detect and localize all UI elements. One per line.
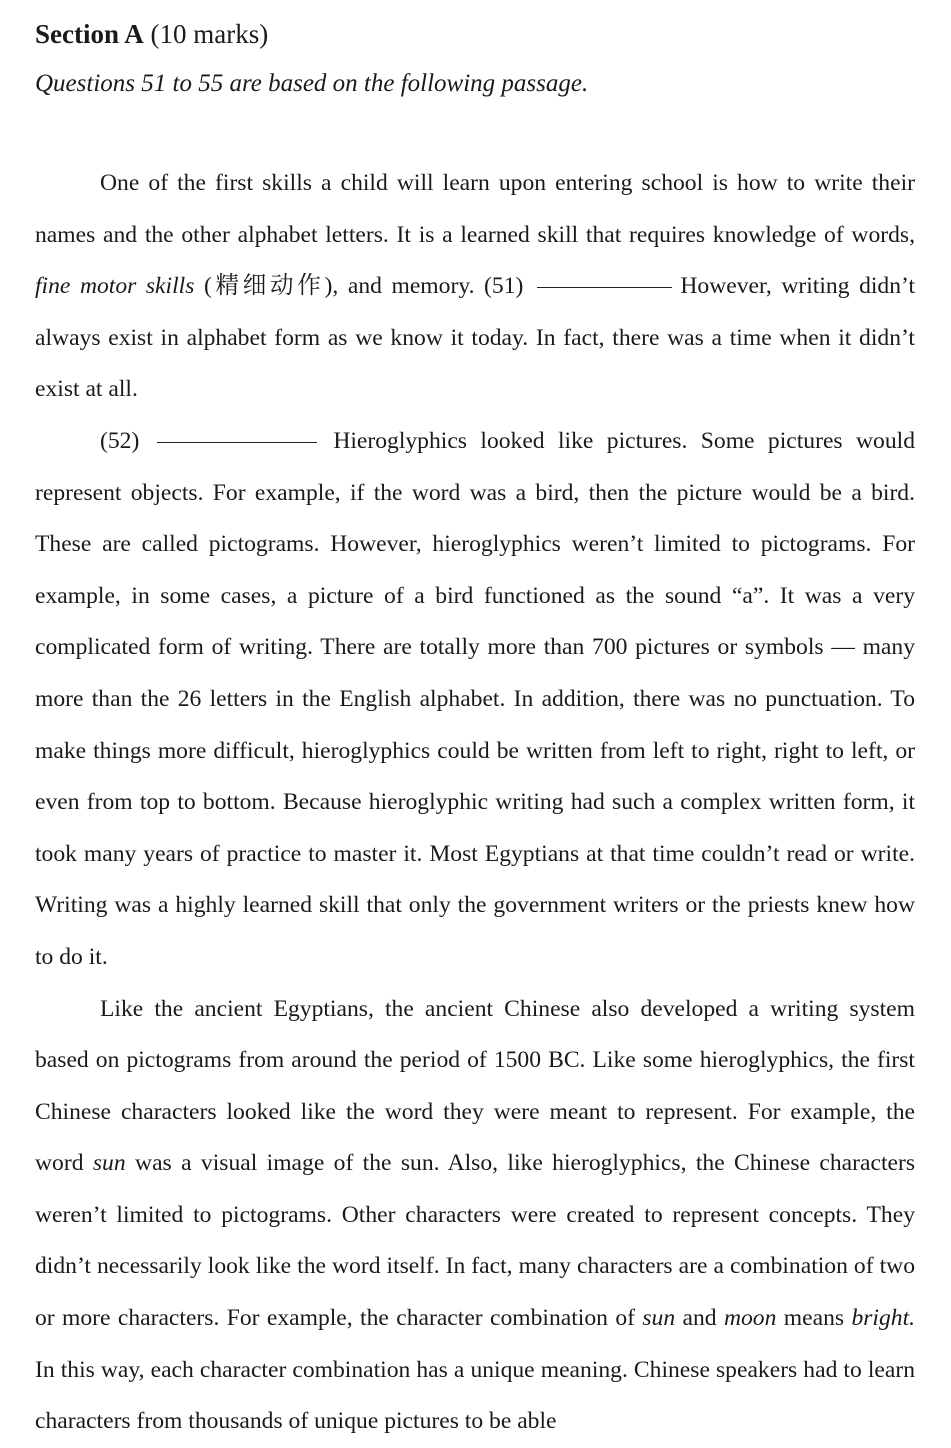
paragraph-1: [35, 158, 915, 416]
paragraph-3: [35, 984, 915, 1448]
reading-passage: [35, 158, 915, 1448]
section-marks: (10 marks): [150, 19, 269, 49]
answer-blank-51[interactable]: [537, 287, 672, 288]
paragraph-3-italic-sun: sun: [92, 1150, 126, 1177]
section-title: Section A: [35, 19, 144, 49]
paragraph-3-italic-moon: moon: [723, 1305, 777, 1332]
instruction-text: Questions 51 to 55 are based on the following passage.: [35, 70, 589, 97]
paragraph-3-text-c: In this way, each character combination has a unique meaning. Chinese speakers had to learn characters from thousands of unique pictures to be able: [35, 1356, 915, 1435]
paragraph-3-text-and: and: [682, 1305, 717, 1332]
paragraph-1-text-a: One of the first skills a child will learn upon entering school is how to write their names and the other alphabet letters. It is a learned skill that requires knowledge of words,: [35, 170, 915, 248]
paragraph-3-text-means: means: [783, 1305, 845, 1332]
paragraph-3-text-b: was a visual image of the sun. Also, like hieroglyphics, the Chinese characters weren’t limited to pictograms. Other characters were created to represent concepts. They didn’t necessarily look like the word itself. In fact, many characters are a combination of two or more characters. For example, the character combination of: [35, 1150, 916, 1332]
paragraph-1-text-c: However, writing didn’t always exist in alphabet form as we know it today. In fact, there was a time when it didn’t exist at all.: [35, 273, 916, 403]
paragraph-3-italic-sun-2: sun: [642, 1305, 676, 1332]
paragraph-3-italic-bright: bright.: [851, 1305, 916, 1332]
paragraph-3-text-a: Like the ancient Egyptians, the ancient Chinese also developed a writing system based on pictograms from around the period of 1500 BC. Like some hieroglyphics, the first Chinese characters looked like the word they were meant to represent. For example, the word: [35, 995, 915, 1177]
paragraph-1-text-b: (精细动作), and memory. (51): [203, 273, 524, 300]
question-number-52: (52): [100, 427, 140, 454]
paragraph-2: [35, 416, 915, 984]
paragraph-2-text: Hieroglyphics looked like pictures. Some pictures would represent objects. For example, if the word was a bird, then the picture would be a bird. These are called pictograms. However, hieroglyphics weren’t limited to pictograms. For example, in some cases, a picture of a bird functioned as the sound “a”. It was a very complicated form of writing. There are totally more than 700 pictures or symbols — many more than the 26 letters in the English alphabet. In addition, there was no punctuation. To make things more difficult, hieroglyphics could be written from left to right, right to left, or even from top to bottom. Because hieroglyphic writing had such a complex written form, it took many years of practice to master it. Most Egyptians at that time couldn’t read or write. Writing was a highly learned skill that only the government writers or the priests knew how to do it.: [35, 427, 915, 970]
paragraph-1-italic-term: fine motor skills: [35, 273, 195, 300]
answer-blank-52[interactable]: [157, 442, 317, 443]
section-heading: [35, 14, 915, 54]
